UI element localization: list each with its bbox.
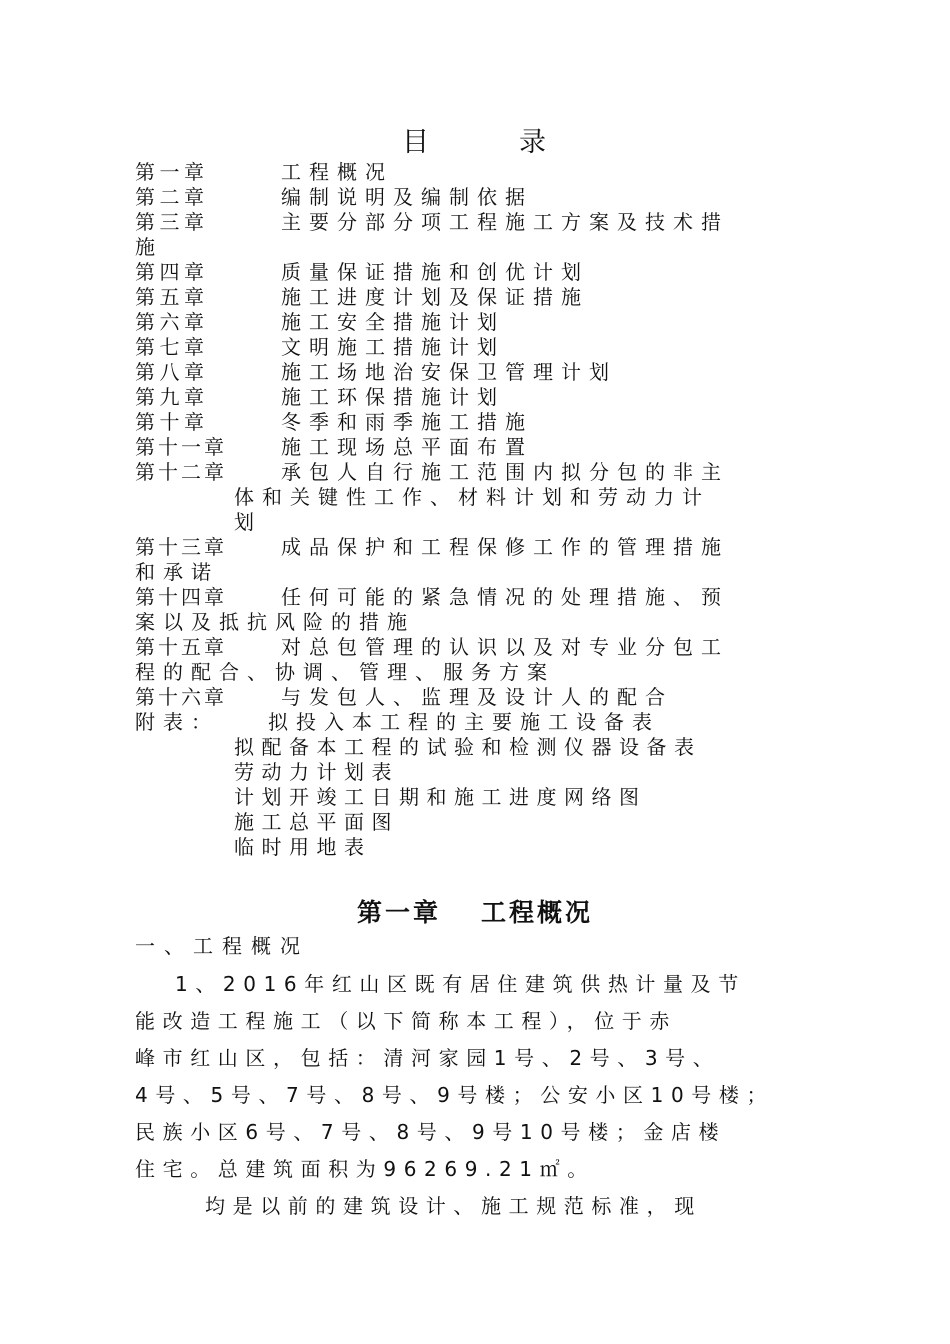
toc-chapter-title: 工程概况 — [281, 160, 393, 184]
toc-title-right: 录 — [519, 127, 548, 158]
body-line: 民族小区6号、7号、8号、9号10号楼；金店楼 — [135, 1120, 727, 1144]
toc-title — [0, 120, 950, 159]
toc-appendix-item: 劳动力计划表 — [234, 760, 399, 784]
toc-entry — [135, 185, 815, 210]
toc-chapter-title: 冬季和雨季施工措施 — [281, 410, 533, 434]
toc-chapter: 第六章 — [135, 310, 209, 334]
toc-entry-continuation: 划 — [234, 510, 262, 534]
toc-entry — [135, 210, 815, 235]
toc-chapter-title: 任何可能的紧急情况的处理措施、预 — [281, 585, 729, 609]
toc-chapter-title: 质量保证措施和创优计划 — [281, 260, 589, 284]
toc-chapter: 第七章 — [135, 335, 209, 359]
body-line: 住宅。总建筑面积为96269.21㎡。 — [135, 1157, 595, 1181]
toc-chapter-title: 施工安全措施计划 — [281, 310, 505, 334]
toc-chapter: 第十二章 — [135, 460, 227, 484]
toc-chapter: 第二章 — [135, 185, 209, 209]
toc-chapter-title: 对总包管理的认识以及对专业分包工 — [281, 635, 729, 659]
toc-entry — [135, 585, 815, 610]
toc-entry — [135, 360, 815, 385]
toc-chapter-title: 施工环保措施计划 — [281, 385, 505, 409]
toc-entry-wrap: 程的配合、协调、管理、服务方案 — [135, 660, 555, 684]
chapter-heading — [0, 893, 950, 929]
toc-chapter-title: 主要分部分项工程施工方案及技术措 — [281, 210, 729, 234]
body-line: 4号、5号、7号、8号、9号楼；公安小区10号楼； — [135, 1083, 775, 1107]
toc-appendix-item: 拟投入本工程的主要施工设备表 — [268, 710, 660, 734]
toc-chapter: 第八章 — [135, 360, 209, 384]
toc-entry — [135, 260, 815, 285]
toc-chapter-title: 成品保护和工程保修工作的管理措施 — [281, 535, 729, 559]
toc-title-left: 目 — [402, 127, 431, 158]
toc-entry — [135, 160, 815, 185]
toc-chapter: 第十章 — [135, 410, 209, 434]
toc-appendix-item: 计划开竣工日期和施工进度网络图 — [234, 785, 647, 809]
toc-chapter-title: 文明施工措施计划 — [281, 335, 505, 359]
table-of-contents — [135, 160, 815, 860]
toc-appendix-item: 施工总平面图 — [234, 810, 399, 834]
body-line: 峰市红山区，包括：清河家园1号、2号、3号、 — [135, 1046, 721, 1070]
toc-chapter-title: 施工现场总平面布置 — [281, 435, 533, 459]
toc-appendix-item: 拟配备本工程的试验和检测仪器设备表 — [234, 735, 702, 759]
toc-chapter: 第十一章 — [135, 435, 227, 459]
body-line: 均是以前的建筑设计、施工规范标准，现 — [205, 1194, 702, 1218]
toc-entry — [135, 410, 815, 435]
toc-chapter: 第三章 — [135, 210, 209, 234]
toc-entry — [135, 685, 815, 710]
toc-chapter: 第十六章 — [135, 685, 227, 709]
toc-chapter-title: 编制说明及编制依据 — [281, 185, 533, 209]
toc-chapter: 第十四章 — [135, 585, 227, 609]
toc-appendix-item: 临时用地表 — [234, 835, 372, 859]
section-heading: 一、工程概况 — [135, 934, 309, 958]
toc-entry-wrap: 施 — [135, 235, 163, 259]
toc-chapter: 第一章 — [135, 160, 209, 184]
toc-entry-wrap: 和承诺 — [135, 560, 219, 584]
toc-chapter: 第十五章 — [135, 635, 227, 659]
chapter-heading-title: 工程概况 — [481, 898, 594, 927]
toc-entry — [135, 435, 815, 460]
body-line: 能改造工程施工（以下简称本工程），位于赤 — [135, 1009, 677, 1033]
toc-entry — [135, 285, 815, 310]
toc-appendix — [135, 710, 815, 735]
toc-chapter-title: 承包人自行施工范围内拟分包的非主 — [281, 460, 729, 484]
toc-chapter-title: 施工场地治安保卫管理计划 — [281, 360, 617, 384]
toc-entry — [135, 385, 815, 410]
toc-entry — [135, 635, 815, 660]
toc-entry-continuation: 体和关键性工作、材料计划和劳动力计 — [234, 485, 710, 509]
toc-entry — [135, 535, 815, 560]
toc-entry — [135, 310, 815, 335]
toc-chapter: 第四章 — [135, 260, 209, 284]
chapter-heading-number: 第一章 — [356, 898, 441, 927]
toc-entry — [135, 460, 815, 485]
toc-chapter-title: 施工进度计划及保证措施 — [281, 285, 589, 309]
toc-chapter: 第十三章 — [135, 535, 227, 559]
chapter-body — [135, 930, 835, 1225]
toc-chapter: 第九章 — [135, 385, 209, 409]
toc-appendix-label: 附表： — [135, 710, 219, 734]
toc-chapter-title: 与发包人、监理及设计人的配合 — [281, 685, 673, 709]
toc-entry-wrap: 案以及抵抗风险的措施 — [135, 610, 415, 634]
toc-entry — [135, 335, 815, 360]
body-line: 1、2016年红山区既有居住建筑供热计量及节 — [175, 972, 746, 996]
toc-chapter: 第五章 — [135, 285, 209, 309]
